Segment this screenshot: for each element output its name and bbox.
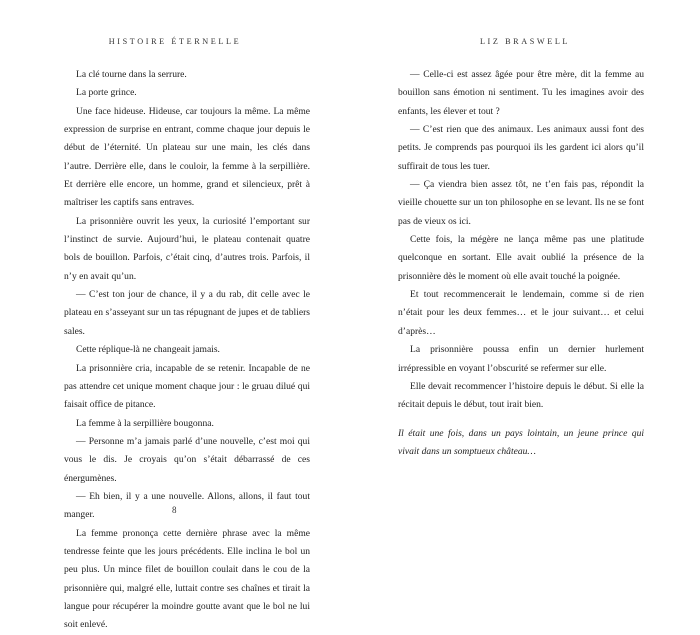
- paragraph: La clé tourne dans la serrure.: [76, 69, 187, 80]
- page-number: 8: [172, 505, 177, 515]
- paragraph: La prisonnière ouvrit les yeux, la curiosité l’emportant sur l’instinct de survie. Aujourd’hui, le plateau contenait quatre bols de bouillon. Parfois, c’était cinq, d’autres trois. Parfois, il n’y en avait qu’un.: [64, 215, 310, 282]
- paragraph: — C’est ton jour de chance, il y a du rab, dit celle avec le plateau en s’asseyant sur un tas répugnant de jupes et de tabliers sales.: [64, 289, 310, 337]
- running-head-title: HISTOIRE ÉTERNELLE: [108, 37, 242, 46]
- closing-italic-line: Il était une fois, dans un pays lointain, un jeune prince qui vivait dans un somptueux château…: [398, 427, 644, 457]
- paragraph: — Ça viendra bien assez tôt, ne t’en fais pas, répondit la vieille chouette sur un ton philosophe en se levant. Ils ne se font pas de vieux os ici.: [398, 179, 644, 227]
- paragraph: La prisonnière poussa enfin un dernier hurlement irrépressible en voyant l’obscurité se refermer sur elle.: [398, 344, 644, 374]
- paragraph: — C’est rien que des animaux. Les animaux aussi font des petits. Je comprends pas pourquoi ils les gardent ici alors qu’il suffirait de tous les tuer.: [398, 124, 644, 172]
- paragraph: La femme à la serpillière bougonna.: [76, 417, 214, 429]
- running-head-author: LIZ BRASWELL: [479, 37, 571, 46]
- paragraph: Cette fois, la mégère ne lança même pas une platitude quelconque en sortant. Elle avait oublié la présence de la prisonnière dès le moment où elle avait touché la poignée.: [398, 234, 644, 282]
- paragraph: — Personne m’a jamais parlé d’une nouvelle, c’est moi qui vous le dis. Je croyais qu’on s’était débarrassé de ces énergumènes.: [64, 435, 310, 484]
- paragraph: La femme prononça cette dernière phrase avec la même tendresse feinte que les jours précédents. Elle inclina le bol un peu plus. Un mince filet de bouillon coulait dans le cou de la prisonnière qui, malgré elle, luttait contre ses chaînes et tirait la langue pour récupérer la moindre goutte avant que le bol ne lui soit enlevé.: [64, 527, 310, 631]
- paragraph: Une face hideuse. Hideuse, car toujours la même. La même expression de surprise en entrant, comme chaque jour depuis le début de l’éternité. Un plateau sur une main, les clés dans l’autre. Derrière elle, dans le couloir, la femme à la serpillière. Et derrière elle encore, un homme, grand et silencieux, prêt à maîtriser les captifs sans entraves.: [64, 105, 310, 209]
- paragraph: — Eh bien, il y a une nouvelle. Allons, allons, il faut tout manger.: [64, 490, 310, 521]
- paragraph: — Celle-ci est assez âgée pour être mère, dit la femme au bouillon sans émotion ni sentiment. Tu les imagines avoir des enfants, les élever et tout ?: [398, 69, 644, 117]
- paragraph: Cette réplique-là ne changeait jamais.: [76, 344, 220, 356]
- right-page-text: [398, 66, 644, 461]
- right-page: [350, 0, 700, 537]
- paragraph: La prisonnière cria, incapable de se retenir. Incapable de ne pas attendre cet unique moment chaque jour : le gruau dilué qui faisait office de pitance.: [64, 362, 310, 411]
- paragraph: Elle devait recommencer l’histoire depuis le début. Si elle la récitait depuis le début, tout irait bien.: [398, 380, 644, 411]
- paragraph: Et tout recommencerait le lendemain, comme si de rien n’était pour les deux femmes… et le jour suivant… et celui d’après…: [398, 289, 644, 337]
- left-page: [0, 0, 350, 631]
- paragraph: La porte grince.: [76, 87, 137, 99]
- left-page-text: [64, 66, 310, 635]
